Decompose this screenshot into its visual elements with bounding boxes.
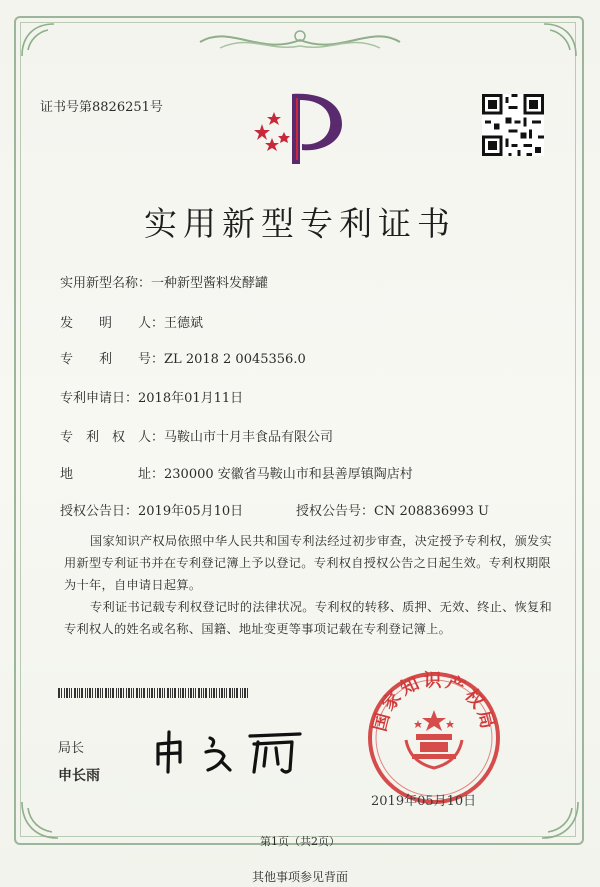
barcode-bar [201, 688, 202, 698]
qr-code [482, 94, 544, 156]
barcode-bar [172, 688, 173, 698]
field-address [60, 463, 413, 482]
director-name: 申长雨 [58, 768, 100, 784]
barcode-bar [167, 688, 169, 698]
field-announce-no-value: CN 208836993 U [374, 504, 489, 519]
field-patentee-value: 马鞍山市十月丰食品有限公司 [164, 430, 334, 445]
barcode-bar [221, 688, 223, 698]
barcode-bar [226, 688, 227, 698]
field-patentee [60, 426, 333, 445]
barcode-bar [198, 688, 200, 698]
seal-text: 国家知识产权局 [369, 670, 499, 734]
barcode-bar [58, 688, 60, 698]
barcode-bar [85, 688, 86, 698]
barcode-bar [123, 688, 124, 698]
barcode-bar [97, 688, 99, 698]
barcode-bar [182, 688, 184, 698]
barcode-bar [77, 688, 78, 698]
field-announce-no [296, 500, 489, 519]
bottom-note: 其他事项参见背面 [251, 870, 348, 884]
barcode-bar [236, 688, 238, 698]
barcode-bar [92, 688, 93, 698]
barcode-bar [100, 688, 101, 698]
barcode-bar [162, 688, 163, 698]
field-address-value: 230000 安徽省马鞍山市和县善厚镇陶店村 [164, 467, 413, 482]
barcode-bar [95, 688, 96, 698]
barcode-bar [112, 688, 114, 698]
field-name [60, 272, 268, 291]
barcode-bar [159, 688, 161, 698]
field-application-date [60, 387, 243, 406]
field-inventor-label: 发 明 人： [60, 316, 165, 331]
field-announce-date [60, 500, 243, 519]
barcode-bar [120, 688, 122, 698]
barcode-bar [154, 688, 155, 698]
barcode-bar [188, 688, 189, 698]
barcode-bar [185, 688, 186, 698]
barcode-bar [116, 688, 117, 698]
barcode-bar [229, 688, 231, 698]
field-patent-no [60, 348, 306, 367]
barcode-bar [147, 688, 148, 698]
barcode-bar [139, 688, 140, 698]
barcode-bar [224, 688, 225, 698]
official-seal [366, 670, 502, 806]
barcode-bar [234, 688, 235, 698]
barcode-bar [216, 688, 217, 698]
top-ornament [190, 22, 410, 58]
page-footer: 第1页（共2页） [260, 835, 340, 848]
barcode-bar [79, 688, 80, 698]
barcode-bar [105, 688, 107, 698]
barcode-bar [242, 688, 243, 698]
field-address-label: 地 址： [60, 467, 165, 482]
barcode-bar [193, 688, 194, 698]
barcode-bar [240, 688, 241, 698]
field-inventor [60, 312, 203, 331]
barcode-bar [219, 688, 220, 698]
field-inventor-value: 王德斌 [164, 316, 204, 331]
barcode-bar [213, 688, 215, 698]
director-title: 局长 [58, 741, 85, 756]
barcode-bar [143, 688, 145, 698]
field-application-date-label: 专利申请日： [60, 391, 139, 406]
corner-ornament-tr [540, 20, 580, 60]
field-announce-date-value: 2019年05月10日 [138, 504, 244, 519]
corner-ornament-tl [18, 20, 58, 60]
director-signature [150, 726, 310, 778]
certificate-number: 证书号第8826251号 [40, 100, 163, 115]
barcode-bar [87, 688, 88, 698]
barcode-bar [151, 688, 153, 698]
barcode-bar [157, 688, 158, 698]
barcode-bar [247, 688, 248, 698]
field-patent-no-value: ZL 2018 2 0045356.0 [164, 352, 306, 367]
barcode-bar [244, 688, 246, 698]
barcode-bar [180, 688, 181, 698]
barcode-bar [89, 688, 91, 698]
barcode-bar [133, 688, 134, 698]
legal-status-paragraph: 专利证书记载专利权登记时的法律状况。专利权的转移、质押、无效、终止、恢复和专利权人的姓名或名称、国籍、地址变更等事项记载在专利登记簿上。 [64, 600, 553, 636]
field-name-label: 实用新型名称： [60, 276, 152, 291]
barcode-bar [110, 688, 111, 698]
barcode-bar [61, 688, 62, 698]
barcode-bar [69, 688, 70, 698]
barcode-bar [190, 688, 192, 698]
barcode-bar [205, 688, 207, 698]
barcode-bar [209, 688, 210, 698]
seal-date: 2019年05月10日 [371, 794, 477, 809]
barcode-bar [118, 688, 119, 698]
barcode-bar [108, 688, 109, 698]
barcode-bar [81, 688, 83, 698]
barcode [58, 688, 250, 698]
field-announce-date-label: 授权公告日： [60, 504, 139, 519]
barcode-bar [64, 688, 65, 698]
barcode-bar [232, 688, 233, 698]
barcode-bar [203, 688, 204, 698]
certificate-title: 实用新型专利证书 [144, 204, 456, 243]
barcode-bar [170, 688, 171, 698]
barcode-bar [102, 688, 103, 698]
cnipa-logo [252, 84, 348, 168]
barcode-bar [71, 688, 72, 698]
field-name-value: 一种新型酱料发酵罐 [151, 276, 269, 291]
barcode-bar [131, 688, 132, 698]
barcode-bar [211, 688, 212, 698]
barcode-bar [141, 688, 142, 698]
field-announce-no-label: 授权公告号： [296, 504, 375, 519]
field-application-date-value: 2018年01月11日 [138, 391, 244, 406]
barcode-bar [164, 688, 165, 698]
barcode-bar [149, 688, 150, 698]
barcode-bar [178, 688, 179, 698]
barcode-bar [174, 688, 176, 698]
barcode-bar [195, 688, 196, 698]
field-patentee-label: 专 利 权 人： [60, 430, 165, 445]
barcode-bar [128, 688, 130, 698]
grant-paragraph: 国家知识产权局依照中华人民共和国专利法经过初步审查，决定授予专利权，颁发实用新型专利证书并在专利登记簿上予以登记。专利权自授权公告之日起生效。专利权期限为十年，自申请日起算。 [64, 534, 553, 592]
barcode-bar [126, 688, 127, 698]
field-patent-no-label: 专 利 号： [60, 352, 165, 367]
barcode-bar [74, 688, 76, 698]
barcode-bar [136, 688, 138, 698]
barcode-bar [66, 688, 68, 698]
